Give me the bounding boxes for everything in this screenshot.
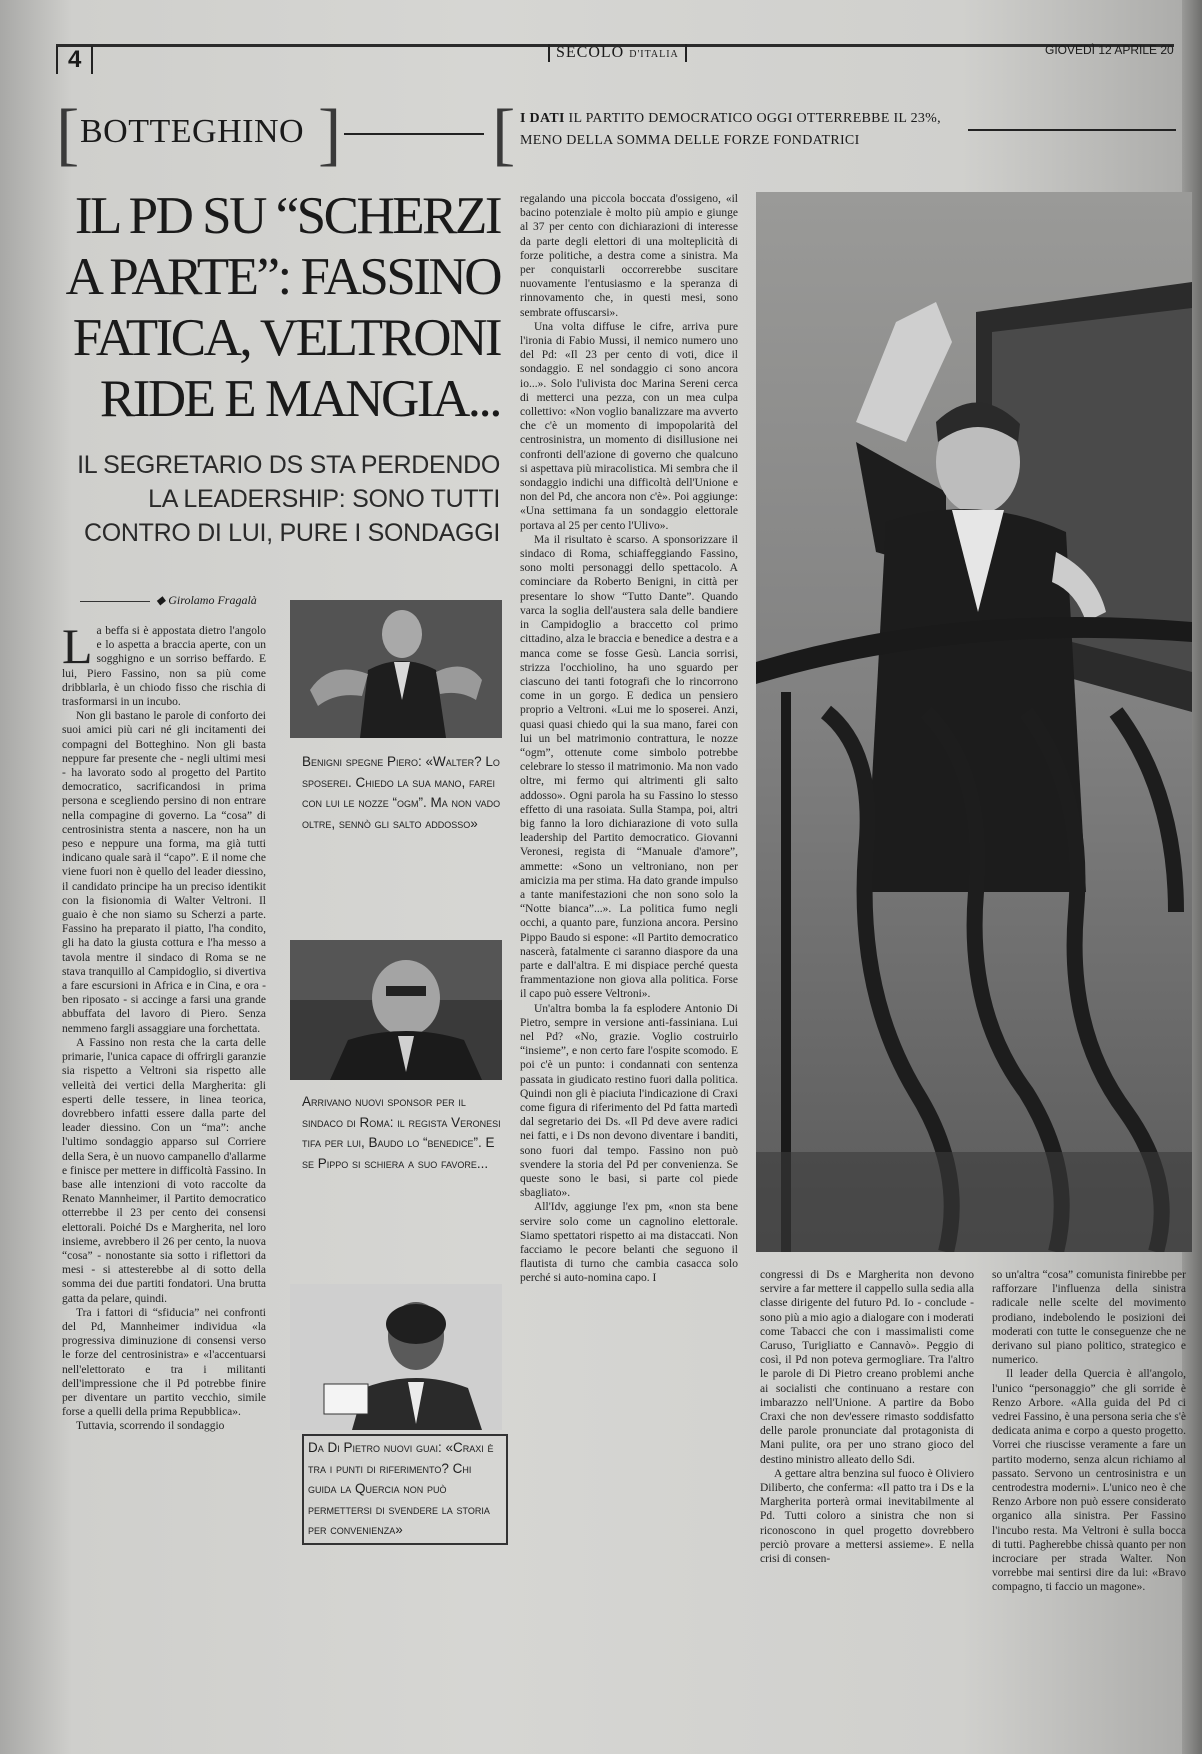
photo-benigni-image xyxy=(756,192,1192,1252)
dati-summary xyxy=(520,108,950,152)
masthead-ditalia: D'ITALIA xyxy=(629,49,679,60)
dati-text: IL PARTITO DEMOCRATICO OGGI OTTERREBBE IL 23%, MENO DELLA SOMMA DELLE FORZE FONDATRICI xyxy=(520,111,941,148)
photo-benigni-balcony xyxy=(756,192,1192,1252)
author-name: Girolamo Fragalà xyxy=(168,593,257,607)
dati-bracket-left: [ xyxy=(492,96,516,173)
article-paragraph: Una volta diffuse le cifre, arriva pure l'ironia di Fabio Mussi, il nemico numero uno del Pd: «Il 23 per cento di voti, dice il sondaggio. E nel sondaggio ci sono ancora io...». Solo l'ulivista doc Marina Sereni cerca di metterci una pezza, con un mea culpa collettivo: «Non voglio banalizzare ma avverto che c'è un momento di impopolarità del centrosinistra, un momento di disillusione nei confronti dell'azione di governo che qualcuno si aspettava più miracolistica. Mi sembra che il sondaggio indichi una difficoltà dell'Unione e non del Pd, che ancora non c'è». Poi aggiunge: «Una settimana fa un sondaggio elettorale portava al 25 per cento l'Ulivo». xyxy=(520,320,738,532)
photo-caption-veronesi-baudo: Arrivano nuovi sponsor per il sindaco di Roma: il regista Veronesi tifa per lui, Baudo lo “benedice”. E se Pippo si schiera a suo favore... xyxy=(302,1094,501,1171)
headline-line-3: FATICA, VELTRONI xyxy=(72,309,500,367)
article-column-3 xyxy=(520,192,738,1685)
drop-cap: L xyxy=(62,624,93,674)
article-paragraph: Un'altra bomba la fa esplodere Antonio Di Pietro, sempre in versione anti-fassiniana. Lui nel Pd? «No, grazie. Voglio costruirlo “insieme”, e non certo fare l'ospite scomodo. E poi c'è un punto: i condannati con sentenza passata in giudicato restino fuori dalla politica. Quindi non gli è piaciuta l'indicazione di Craxi come figura di riferimento del Pd fatta martedì dal segretario dei Ds. «Il Pd deve avere radici nei fatti, e i Ds non devono diventare i banditi, sono fuori dal tempo. Fassino non può svendere la storia del Pd per convenienza. Se queste sono le basi, si parte col piede sbagliato». xyxy=(520,1002,738,1200)
dati-rule xyxy=(968,129,1176,131)
article-paragraph: congressi di Ds e Margherita non devono servire a far mettere il cappello sulla sedia alla classe dirigente del futuro Pd. Io - conclude - sono più a mio agio a dialogare con i moderati come Tabacci che con i massimalisti come Caruso, Turigliatto e Cannavò». Peggio di così, il Pd non poteva germogliare. Tra l'altro le parole di Di Pietro creano problemi anche ai socialisti che continuano a restare con imbarazzo nell'Unione. A partire da Bobo Craxi che non dev'essere rimasto soddisfatto delle parole pronunciate dal protagonista di Mani pulite, ora per uno strano gioco del destino ministro alleato dello Sdi. xyxy=(760,1269,974,1466)
dati-label: I DATI xyxy=(520,111,565,126)
byline: ◆ Girolamo Fragalà xyxy=(80,593,270,608)
paragraph-text: a beffa si è appostata dietro l'angolo e lo aspetta a braccia aperte, con un sogghigno e un sorriso beffardo. E lui, Piero Fassino, non sa più come dribblarla, è un chiodo fisso che rischia di trasformarsi in un incubo. xyxy=(62,625,266,709)
masthead xyxy=(548,44,687,62)
photo-fassino-gesturing xyxy=(290,600,502,738)
section-bracket-right: ] xyxy=(318,96,342,173)
subheadline-line-1: IL SEGRETARIO DS STA PERDENDO xyxy=(77,451,500,479)
issue-date: GIOVEDÌ 12 APRILE 20 xyxy=(1045,43,1174,57)
section-label: BOTTEGHINO xyxy=(80,113,305,150)
subheadline-line-3: CONTRO DI LUI, PURE I SONDAGGI xyxy=(83,519,500,547)
section-bracket-left: [ xyxy=(56,96,80,173)
subheadline xyxy=(46,448,500,550)
article-paragraph: Ma il risultato è scarso. A sponsorizzare il sindaco di Roma, schiaffeggiando Fassino, sono molti personaggi dello spettacolo. A cominciare da Roberto Benigni, in città per presentare lo show “Tutto Dante”. Quando varca la soglia dell'austera sala delle bandiere in Campidoglio a braccetto col primo cittadino, alza le braccia e benedice a destra e a manca come se fosse Gesù. Lancia sorrisi, strizza l'occhiolino, ha uno sguardo per ciascuno dei tanti fotografi che lo rincorrono come in un gorgo. E dedica un pensiero proprio a Veltroni. «Lui me lo sposerei. Anzi, quasi quasi chiedo qui la sua mano, farei con lui un bel matrimonio contrattura, le nozze “ogm”, ottenute come simbolo potrebbe celebrare lo stesso il matrimonio. Ma non vado oltre, mi fermo qui altrimenti gli salto addosso». Ogni parola ha su Fassino lo stesso effetto di una rasoiata. Sulla Stampa, poi, altri big fanno la loro dichiarazione di voto sulla leadership del Partito democratico. Giovanni Veronesi, regista di “Manuale d'amore”, ammette: «Sono un veltroniano, non per amicizia ma per stima. Ha dato grande impulso a tante manifestazioni che non sono solo la “Notte bianca”...». La politica fumo negli occhi, a quanto pare, funziona ancora. Persino Pippo Baudo si espone: «Il Partito democratico nascerà, fatalmente ci saranno diaspore da una parte e dall'altra. E mi dispiace perché questa frammentazione non giova alla politica. Forse il capo può essere Veltroni». xyxy=(520,533,738,1001)
photo-di-pietro-image xyxy=(290,1284,502,1430)
headline-line-4: RIDE E MANGIA... xyxy=(99,370,500,428)
page-number: 4 xyxy=(56,46,93,74)
article-paragraph: Il leader della Quercia è all'angolo, l'unico “personaggio” che gli sorride è Renzo Arbore. «Alla guida del Pd ci vedrei Fassino, è una persona seria che s'è dedicata anima e corpo a questo progetto. Vorrei che riuscisse veramente a fare un partito moderno, senza alcun richiamo al passato. Servono un centrosinistra e un centrodestra moderni». L'unico neo è che Renzo Arbore non può essere considerato organico alla sinistra. Per Fassino l'incubo resta. Ma Veltroni è sulla bocca di tutti. Pagherebbe chissà quanto per non incrociare per strada Walter. Non vorrebbe mai sentirsi dire da lui: «Bravo compagno, ti faccio un magone». xyxy=(992,1368,1186,1594)
photo-di-pietro xyxy=(290,1284,502,1430)
article-paragraph: Tra i fattori di “sfiducia” nei confronti del Pd, Mannheimer individua «la progressiva diminuzione di consensi verso le forze del centrosinistra» e «l'accentuarsi nell'elettorato e tra i militanti dell'impressione che il Pd potrebbe finire per diventare un partito vecchio, simile forse a quelli della prima Repubblica». xyxy=(62,1306,266,1419)
photo-caption-benigni: Benigni spegne Piero: «Walter? Lo sposerei. Chiedo la sua mano, farei con lui le nozze “ogm”. Ma non vado oltre, sennò gli salto addosso» xyxy=(302,754,501,831)
article-paragraph: A gettare altra benzina sul fuoco è Oliviero Diliberto, che conferma: «Il patto tra i Ds e la Margherita porterà ormai inevitabilmente al Pd. Tutti coloro a sinistra che non si riconoscono in quel progetto dovrebbero perciò provare a mettersi assieme». E nella crisi di consen- xyxy=(760,1467,974,1566)
article-paragraph: A Fassino non resta che la carta delle primarie, l'unica capace di offrirgli garanzie sia rispetto a Veltroni sia rispetto alle velleità dei vertici della Margherita: gli esperti delle tessere, in linea teorica, dovrebbero infatti essere dalla parte del leader diessino. Con un “ma”: anche l'ultimo sondaggio apparso sul Corriere della Sera, è un nuovo campanello d'allarme e finisce per mettere in difficoltà Fassino. In base alle intenzioni di voto raccolte da Renato Mannheimer, il Partito democratico otterrebbe il 23 per cento dei consensi elettorali. Poiché Ds e Margherita, nel loro insieme, avrebbero il 26 per cento, la nuova “cosa” - nonostante sia sotto i riflettori da mesi - si attesterebbe al di sotto della somma dei due partiti fondatori. Una brutta gatta da pelare, quindi. xyxy=(62,1036,266,1305)
article-paragraph: Tuttavia, scorrendo il sondaggio xyxy=(76,1420,225,1433)
article-column-4 xyxy=(760,1268,974,1688)
article-paragraph xyxy=(62,624,266,709)
article-paragraph: All'Idv, aggiunge l'ex pm, «non sta bene servire solo come un cagnolino elettorale. Siamo spettatori rispetto ai ma distaccati. Non facciamo le pecore belanti che seguono il flautista di turno che cambia casacca solo perché si auto-nomina capo. I xyxy=(520,1201,738,1285)
section-rule xyxy=(344,133,484,135)
subheadline-line-2: LA LEADERSHIP: SONO TUTTI xyxy=(148,485,500,513)
photo-fassino-image xyxy=(290,600,502,738)
article-paragraph: Non gli bastano le parole di conforto dei suoi amici più cari né gli incitamenti dei compagni del Botteghino. Non gli basta neppure far presente che - negli ultimi mesi - ha lavorato sodo al progetto del Partito democratico, sacrificandosi in prima persona e scegliendo persino di non entrare nella compagine di governo. La “cosa” di centrosinistra stenta a nascere, non ha un peso e neppure una forma, ma già tutti indicano quale sarà il “capo”. E il nome che viene fuori non è quello del leader diessino, il candidato principe ha un preciso identikit con la fisionomia di Walter Veltroni. Il guaio è che non siamo su Scherzi a parte. Fassino ha preparato il piatto, l'ha condito, gli ha dato la giusta cottura e l'ha messo a tavola mentre il sindaco di Roma se ne stava tranquillo al Campidoglio, si divertiva a fare escursioni in Africa e in Cina, e ora - ben riposato - si accinge a farsi una grande abbuffata del lavoro di Piero. Senza nemmeno fargli assaggiare una forchettata. xyxy=(62,710,266,1035)
article-paragraph: so un'altra “cosa” comunista finirebbe per rafforzare l'influenza della sinistra radicale nelle scelte del movimento prodiano, indebolendo le posizioni dei moderati con tutte le conseguenze che ne derivano sul piano politico, strategico e numerico. xyxy=(992,1269,1186,1367)
masthead-secolo: SECOLO xyxy=(556,44,630,61)
article-column-1 xyxy=(62,624,266,1688)
headline-line-1: IL PD SU “SCHERZI xyxy=(74,187,500,245)
article-column-5 xyxy=(992,1268,1186,1688)
article-paragraph: regalando una piccola boccata d'ossigeno, «il bacino potenziale è molto più ampio e giunge al 37 per cento con dichiarazioni di interesse da parte degli elettori di una molteplicità di forze politiche, a destra come a sinistra. Ma per conquistarli occorrerebbe suscitare nuovamente l'entusiasmo e la speranza di rinnovamento che, in questi mesi, sono sembrate offuscarsi». xyxy=(520,193,738,319)
headline xyxy=(46,186,500,430)
photo-baudo-image xyxy=(290,940,502,1080)
headline-line-2: A PARTE”: FASSINO xyxy=(65,248,500,306)
photo-baudo-smiling xyxy=(290,940,502,1080)
photo-caption-di-pietro: Da Di Pietro nuovi guai: «Craxi è tra i punti di riferimento? Chi guida la Quercia non può permettersi di svendere la storia per convenienza» xyxy=(302,1434,508,1545)
